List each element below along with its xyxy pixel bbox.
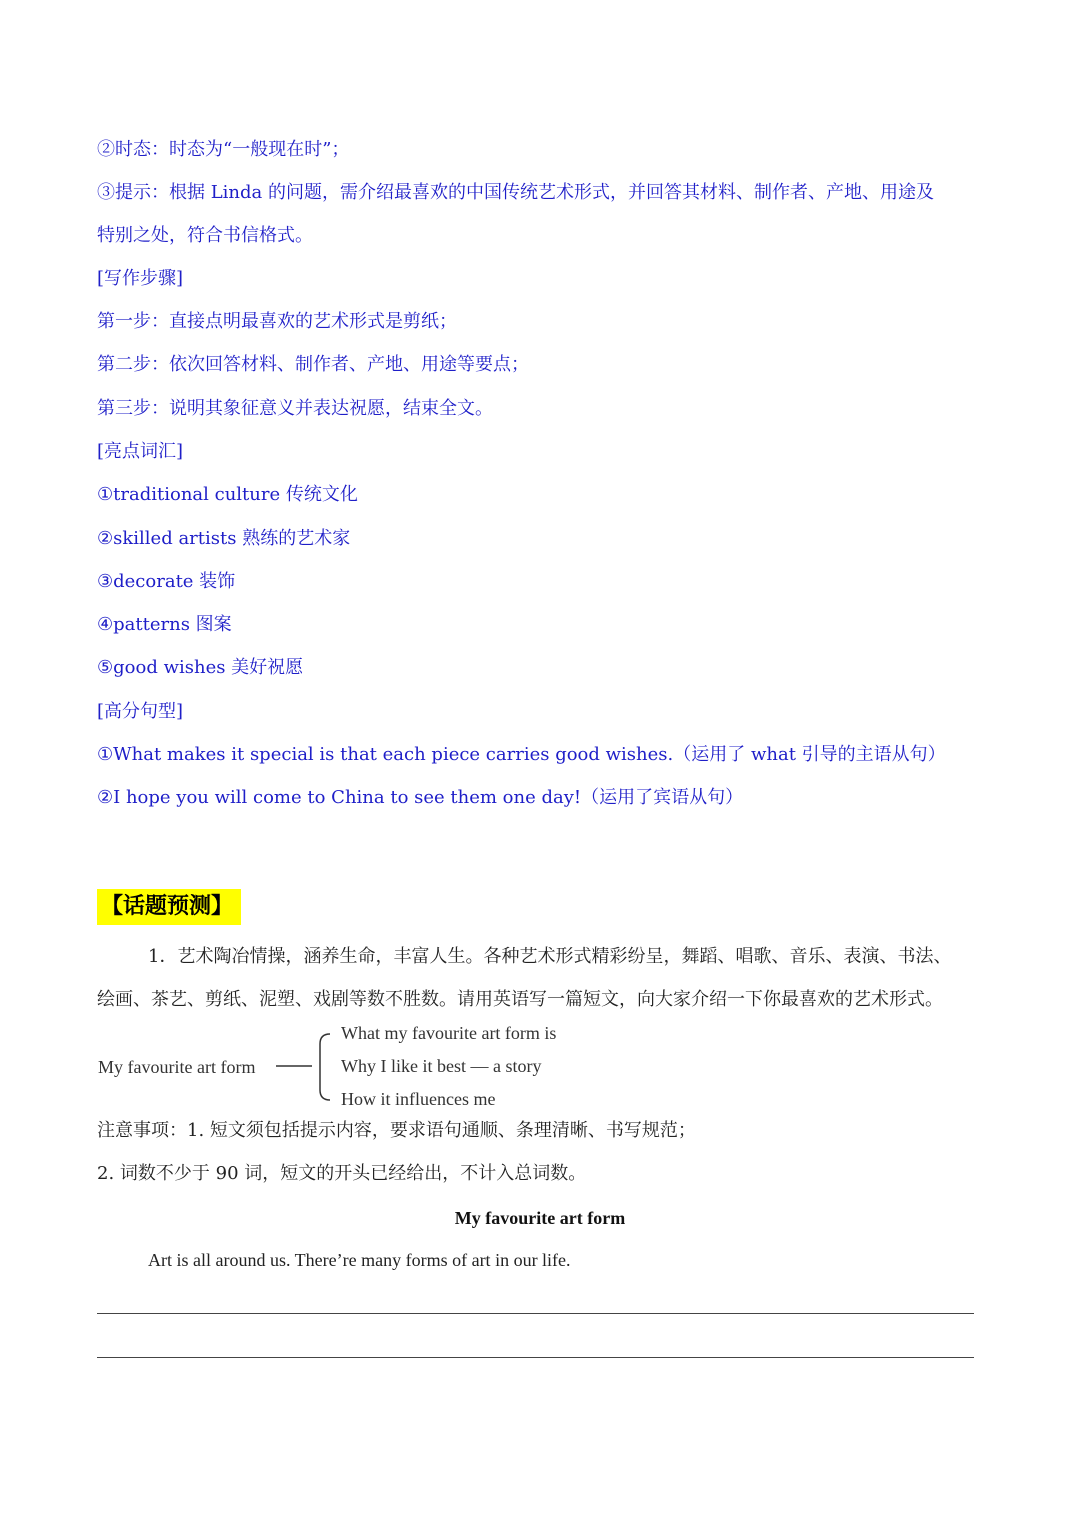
topic-prediction-badge: 【话题预测】 bbox=[97, 889, 241, 925]
sentence-item-1: ①What makes it special is that each piece carries good wishes.（运用了 what 引导的主语从句） bbox=[97, 744, 946, 765]
prompt-line-2: 绘画、茶艺、剪纸、泥塑、戏剧等数不胜数。请用英语写一篇短文，向大家介绍一下你最喜欢的艺术形式。 bbox=[97, 989, 943, 1010]
steps-heading: [写作步骤] bbox=[97, 268, 184, 289]
sentences-heading: [高分句型] bbox=[97, 701, 184, 722]
sentence-item-2: ②I hope you will come to China to see them one day!（运用了宾语从句） bbox=[97, 787, 744, 808]
vocab-heading: [亮点词汇] bbox=[97, 441, 184, 462]
hint-line-2: 特别之处，符合书信格式。 bbox=[97, 225, 313, 246]
step-item-2: 第二步：依次回答材料、制作者、产地、用途等要点； bbox=[97, 354, 529, 375]
diagram-branch-3: How it influences me bbox=[341, 1089, 496, 1109]
step-item-1: 第一步：直接点明最喜欢的艺术形式是剪纸； bbox=[97, 311, 457, 332]
essay-title: My favourite art form bbox=[454, 1208, 626, 1228]
vocab-item-4: ④patterns 图案 bbox=[97, 614, 232, 635]
notes-line-2: 2. 词数不少于 90 词，短文的开头已经给出，不计入总词数。 bbox=[97, 1163, 587, 1184]
diagram-branch-1: What my favourite art form is bbox=[341, 1023, 557, 1043]
hint-line-1: ③提示：根据 Linda 的问题，需介绍最喜欢的中国传统艺术形式，并回答其材料、制作者、产地、用途及 bbox=[97, 182, 934, 203]
writing-line-2[interactable] bbox=[97, 1357, 974, 1358]
vocab-item-5: ⑤good wishes 美好祝愿 bbox=[97, 657, 304, 678]
essay-opening: Art is all around us. There’re many forms of art in our life. bbox=[148, 1250, 571, 1270]
writing-line-1[interactable] bbox=[97, 1313, 974, 1314]
step-item-3: 第三步：说明其象征意义并表达祝愿，结束全文。 bbox=[97, 398, 493, 419]
vocab-item-3: ③decorate 装饰 bbox=[97, 571, 236, 592]
diagram-root-label: My favourite art form bbox=[98, 1057, 256, 1077]
vocab-item-2: ②skilled artists 熟练的艺术家 bbox=[97, 528, 351, 549]
diagram-branch-2: Why I like it best — a story bbox=[341, 1056, 542, 1076]
tense-note: ②时态：时态为“一般现在时”； bbox=[97, 139, 350, 160]
vocab-item-1: ①traditional culture 传统文化 bbox=[97, 484, 358, 505]
prompt-line-1: 1．艺术陶冶情操，涵养生命，丰富人生。各种艺术形式精彩纷呈，舞蹈、唱歌、音乐、表演、书法、 bbox=[148, 946, 952, 967]
notes-line-1: 注意事项：1. 短文须包括提示内容，要求语句通顺、条理清晰、书写规范； bbox=[97, 1120, 696, 1141]
diagram-bracket bbox=[270, 1030, 340, 1110]
